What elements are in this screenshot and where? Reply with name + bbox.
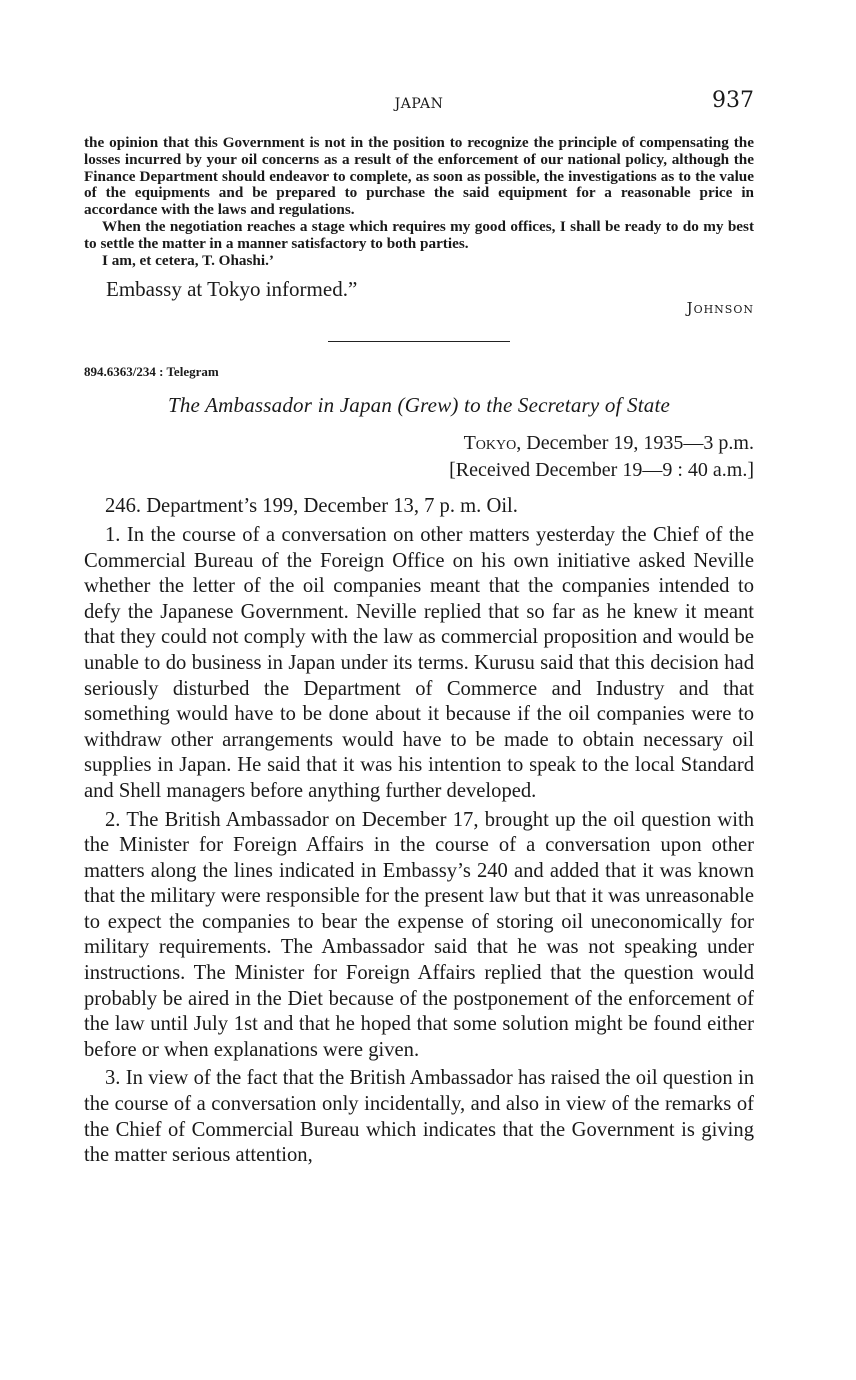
quoted-letter-paragraph: the opinion that this Government is not in the position to recognize the principle of compensating the losses incurred by your oil concerns as a result of the enforcement of our national policy, although the Finance Department should endeavor to complete, as soon as possible, the investigations as to the value of the equipments and be prepared to purchase the said equipment for a reasonable price in accordance with the laws and regulations. [84, 134, 754, 219]
running-head [84, 88, 754, 120]
telegram-body [84, 494, 754, 1168]
dateline-sent [84, 430, 754, 457]
page-number: 937 [712, 88, 754, 113]
body-paragraph: 246. Department’s 199, December 13, 7 p. m. Oil. [105, 495, 518, 518]
document-heading: The Ambassador in Japan (Grew) to the Secretary of State [167, 393, 671, 418]
file-reference: 894.6363/234 : Telegram [84, 364, 219, 380]
body-paragraph: 2. The British Ambassador on December 17, brought up the oil question with the Minister for Foreign Affairs in the course of a conversation upon other matters along the lines indicated in Embassy’s 240 and added that it was known that the military were responsible for the present law but that it was unreasonable to expect the companies to bear the expense of storing oil uneconomically for military requirements. The Ambassador said that he was not speaking under instructions. The Minister for Foreign Affairs replied that the question would probably be aired in the Diet because of the postponement of the enforcement of the law until July 1st and that he hoped that some solution might be found either before or when explanations were given. [84, 808, 754, 1061]
dateline-received: [Received December 19—9 : 40 a.m.] [449, 459, 754, 482]
section-divider [328, 341, 510, 342]
quoted-letter-closing: I am, et cetera, T. Ohashi.’ [102, 251, 274, 269]
document-page [84, 88, 754, 1172]
quoted-letter [84, 135, 754, 269]
dateline-sent-date: , December 19, 1935—3 p.m. [516, 432, 754, 455]
running-title: JAPAN [394, 96, 444, 112]
signature: Johnson [686, 299, 754, 318]
body-paragraph: 3. In view of the fact that the British Ambassador has raised the oil question in the course of a conversation only incidentally, and also in view of the remarks of the Chief of Commercial Bureau which indicates that the Government is giving the matter serious attention, [84, 1067, 754, 1167]
body-paragraph: 1. In the course of a conversation on other matters yesterday the Chief of the Commercial Bureau of the Foreign Office on his own initiative asked Neville whether the letter of the oil companies meant that the companies intended to defy the Japanese Government. Neville replied that so far as he knew it meant that they could not comply with the law as commercial proposition and would be unable to do business in Japan under its terms. Kurusu said that this decision had seriously disturbed the Department of Commerce and Industry and that something would have to be done about it because if the oil companies were to withdraw other arrangements would have to be made to obtain necessary oil supplies in Japan. He said that it was his intention to speak to the local Standard and Shell managers before anything further developed. [84, 523, 754, 802]
quoted-letter-paragraph: When the negotiation reaches a stage which requires my good offices, I shall be ready to do my best to settle the matter in a manner satisfactory to both parties. [84, 217, 754, 252]
dateline-place: Tokyo [463, 432, 517, 455]
closing-line: Embassy at Tokyo informed.” [106, 277, 358, 302]
dateline [84, 430, 754, 484]
